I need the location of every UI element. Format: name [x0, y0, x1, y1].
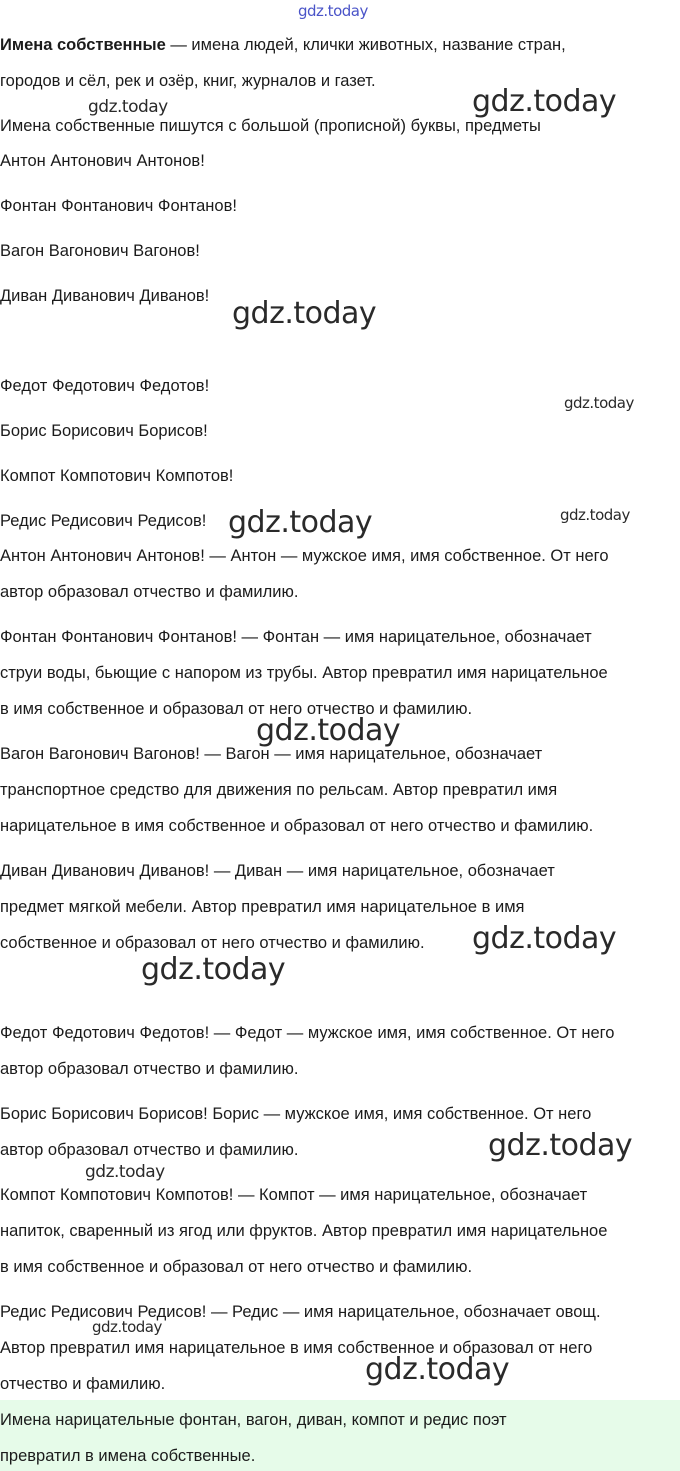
watermark: gdz.today: [365, 1352, 510, 1387]
explanation-line: Автор превратил имя нарицательное в имя собственное и образовал от него: [0, 1339, 593, 1357]
name-line: Компот Компотович Компотов!: [0, 467, 234, 485]
name-line: Фонтан Фонтанович Фонтанов!: [0, 197, 237, 215]
explanation-line: Фонтан Фонтанович Фонтанов! — Фонтан — имя нарицательное, обозначает: [0, 628, 592, 646]
explanation-line: напиток, сваренный из ягод или фруктов. Автор превратил имя нарицательное: [0, 1222, 608, 1240]
explanation-line: автор образовал отчество и фамилию.: [0, 1141, 299, 1159]
rule-line: Имена собственные пишутся с большой (прописной) буквы, предметы: [0, 117, 541, 135]
watermark: gdz.today: [564, 394, 634, 412]
name-line: Редис Редисович Редисов!: [0, 512, 207, 530]
definition-line-2: городов и сёл, рек и озёр, книг, журналов и газет.: [0, 72, 376, 90]
watermark: gdz.today: [228, 505, 373, 540]
name-line: Вагон Вагонович Вагонов!: [0, 242, 200, 260]
explanation-line: предмет мягкой мебели. Автор превратил имя нарицательное в имя: [0, 898, 525, 916]
explanation-line: струи воды, бьющие с напором из трубы. Автор превратил имя нарицательное: [0, 664, 608, 682]
explanation-line: Компот Компотович Компотов! — Компот — имя нарицательное, обозначает: [0, 1186, 588, 1204]
watermark: gdz.today: [92, 1318, 162, 1336]
explanation-line: Антон Антонович Антонов! — Антон — мужское имя, имя собственное. От него: [0, 547, 609, 565]
watermark: gdz.today: [472, 921, 617, 956]
explanation-line: собственное и образовал от него отчество и фамилию.: [0, 934, 425, 952]
explanation-line: Редис Редисович Редисов! — Редис — имя нарицательное, обозначает овощ.: [0, 1303, 601, 1321]
explanation-line: автор образовал отчество и фамилию.: [0, 1060, 299, 1078]
explanation-line: отчество и фамилию.: [0, 1375, 166, 1393]
explanation-line: в имя собственное и образовал от него отчество и фамилию.: [0, 1258, 473, 1276]
explanation-line: Федот Федотович Федотов! — Федот — мужское имя, имя собственное. От него: [0, 1024, 615, 1042]
definition-line-1: [0, 35, 566, 55]
watermark: gdz.today: [141, 952, 286, 987]
name-line: Борис Борисович Борисов!: [0, 422, 208, 440]
watermark: gdz.today: [88, 97, 168, 117]
watermark: gdz.today: [298, 2, 368, 20]
name-line: Диван Диванович Диванов!: [0, 287, 210, 305]
watermark: gdz.today: [85, 1162, 165, 1182]
watermark: gdz.today: [488, 1128, 633, 1163]
watermark: gdz.today: [232, 296, 377, 331]
name-line: Антон Антонович Антонов!: [0, 152, 205, 170]
definition-text: — имена людей, клички животных, название стран,: [165, 36, 566, 54]
explanation-line: Диван Диванович Диванов! — Диван — имя нарицательное, обозначает: [0, 862, 555, 880]
conclusion-line: превратил в имена собственные.: [0, 1447, 256, 1465]
watermark: gdz.today: [472, 84, 617, 119]
explanation-line: Борис Борисович Борисов! Борис — мужское имя, имя собственное. От него: [0, 1105, 592, 1123]
definition-term: Имена собственные: [0, 36, 166, 54]
explanation-line: автор образовал отчество и фамилию.: [0, 583, 299, 601]
explanation-line: нарицательное в имя собственное и образовал от него отчество и фамилию.: [0, 817, 594, 835]
name-line: Федот Федотович Федотов!: [0, 377, 210, 395]
explanation-line: Вагон Вагонович Вагонов! — Вагон — имя нарицательное, обозначает: [0, 745, 543, 763]
explanation-line: в имя собственное и образовал от него отчество и фамилию.: [0, 700, 473, 718]
watermark: gdz.today: [256, 713, 401, 748]
watermark: gdz.today: [560, 506, 630, 524]
explanation-line: транспортное средство для движения по рельсам. Автор превратил имя: [0, 781, 558, 799]
conclusion-line: Имена нарицательные фонтан, вагон, диван, компот и редис поэт: [0, 1411, 507, 1429]
